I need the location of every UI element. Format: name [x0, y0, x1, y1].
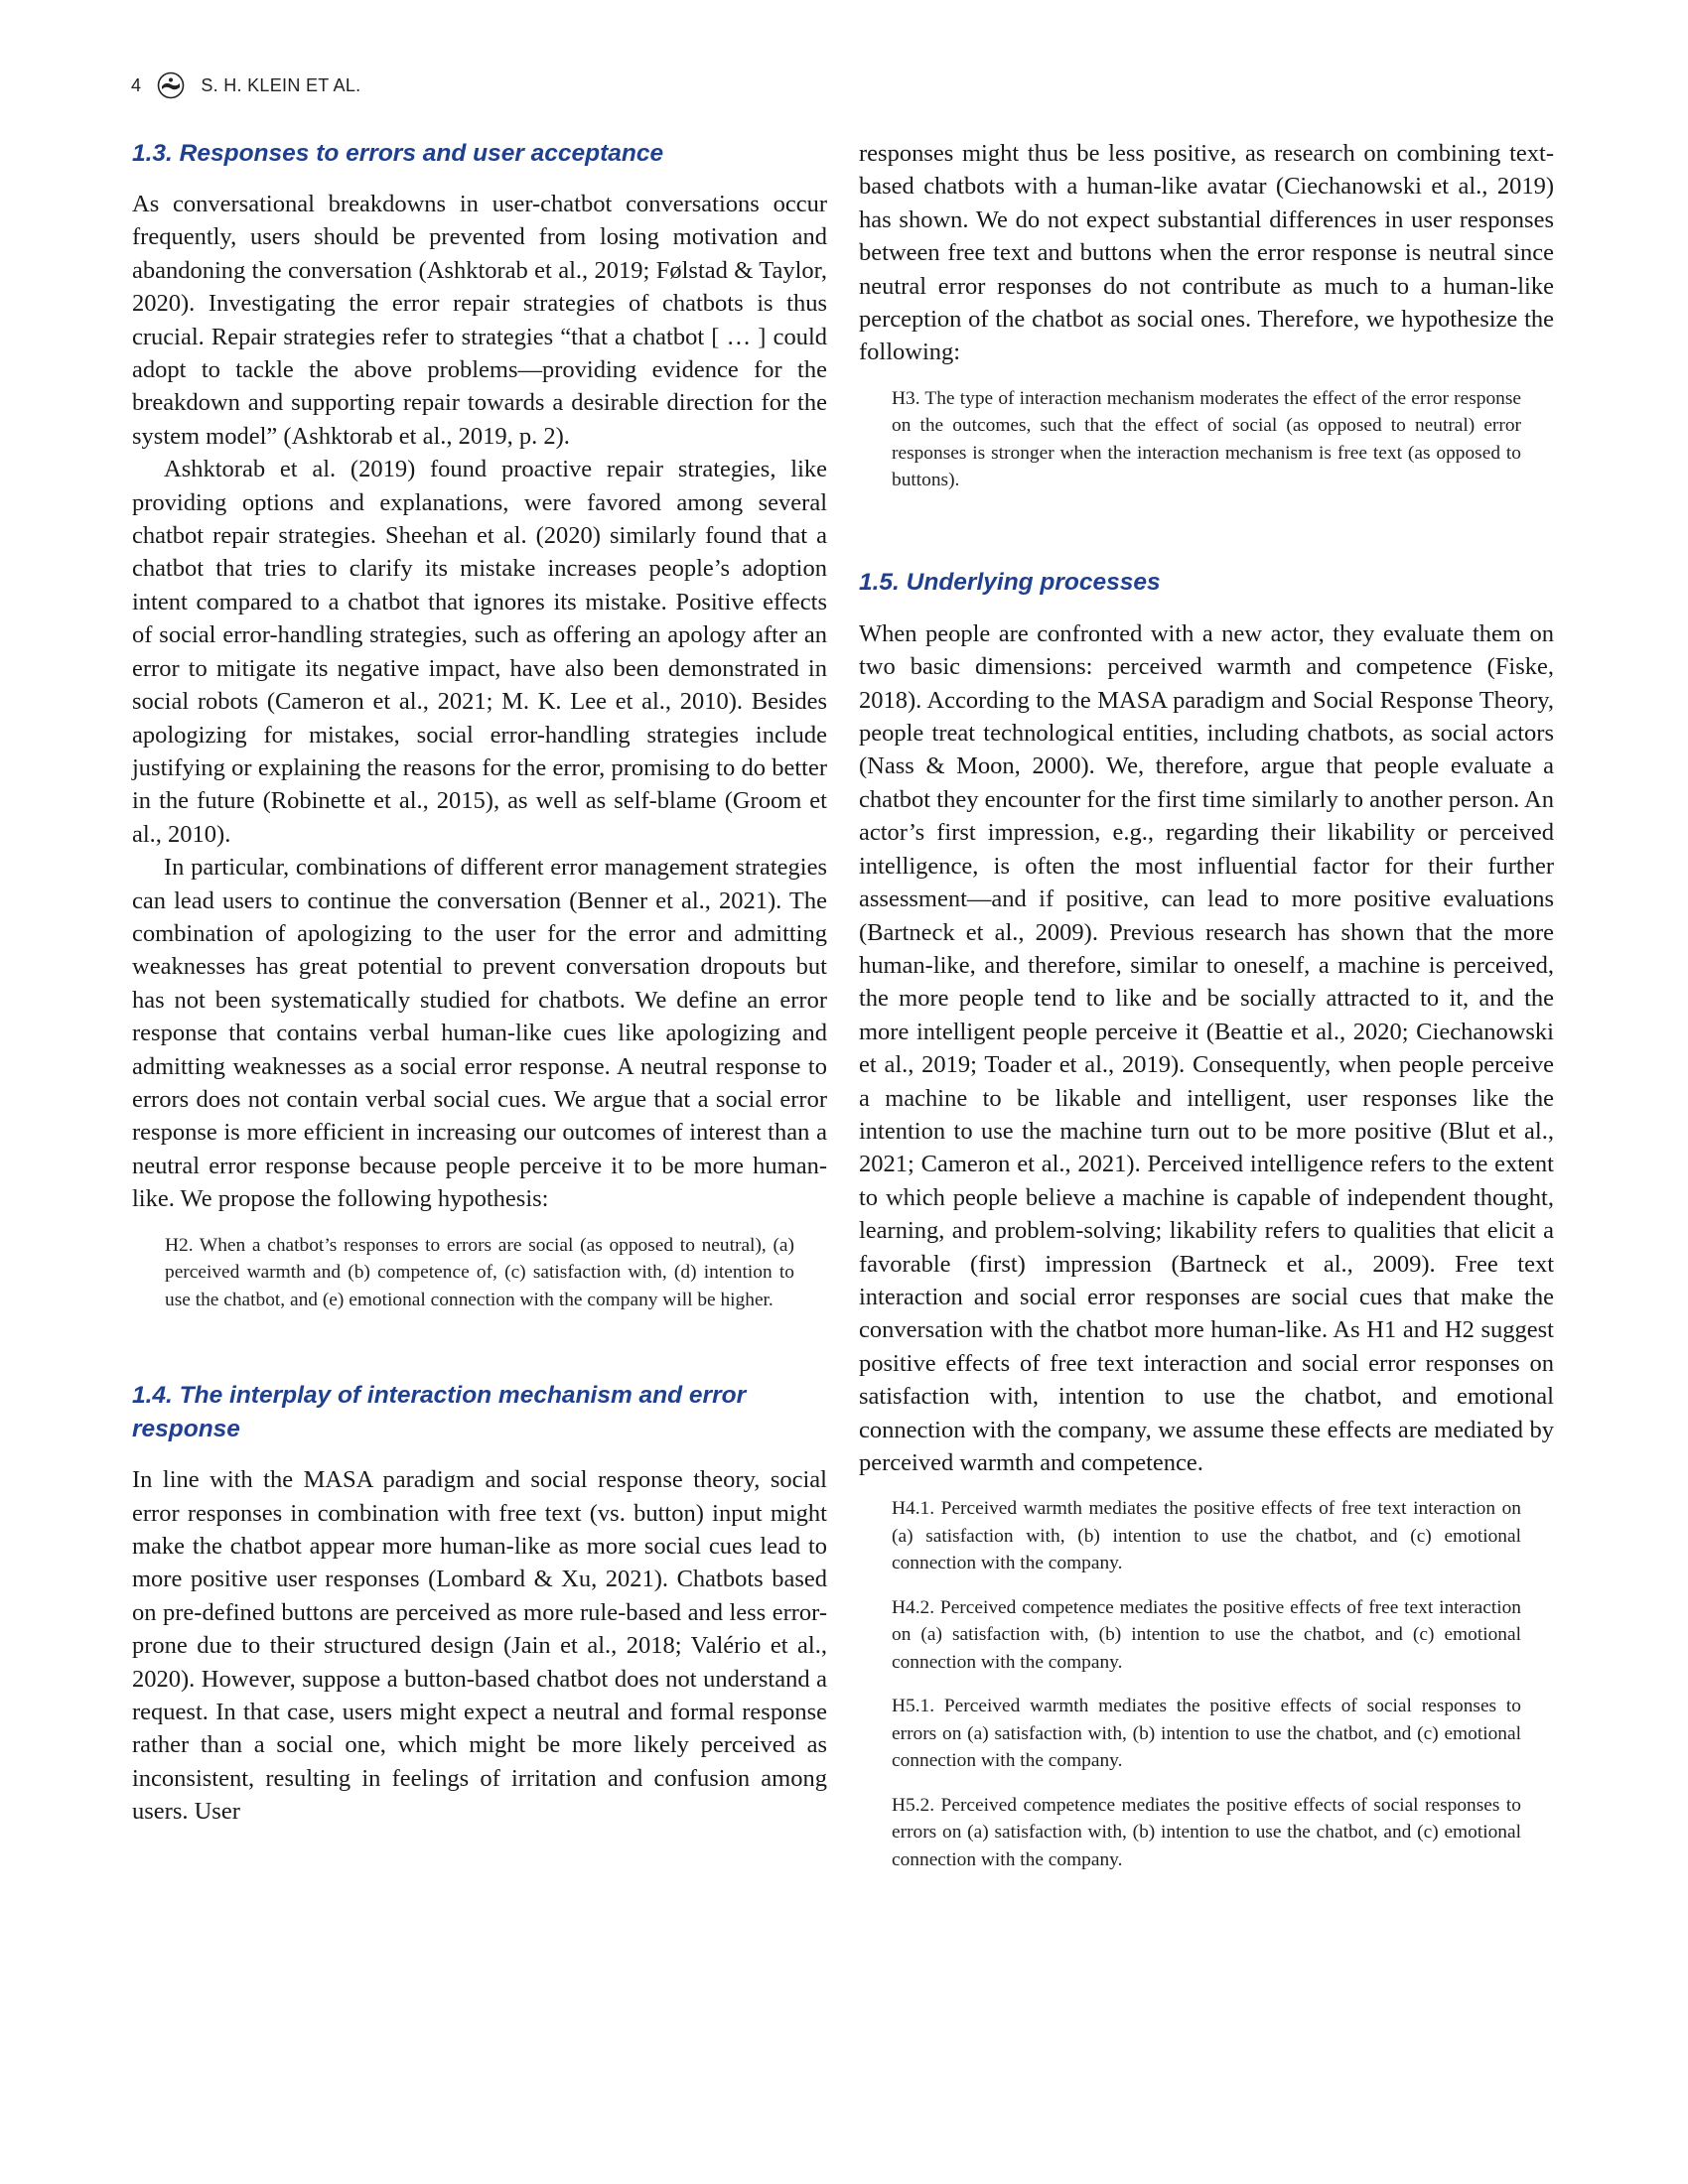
section-heading-1-4: 1.4. The interplay of interaction mechanism and error response	[132, 1382, 747, 1443]
section-heading-1-5: 1.5. Underlying processes	[859, 568, 1161, 596]
paragraph-1-3-c: In particular, combinations of different error management strategies can lead users to continue the conversation (Benner et al., 2021). The combination of apologizing to the user for the error and admitting weaknesses has great potential to prevent conversation dropouts but has not been systematically studied for chatbots. We define an error response that contains verbal human-like cues like apologizing and admitting weaknesses as a social error response. A neutral response to errors does not contain verbal social cues. We argue that a social error response is more efficient in increasing our outcomes of interest than a neutral error response because people perceive it to be more human-like. We propose the following hypothesis:	[132, 854, 827, 1213]
running-head	[131, 69, 360, 101]
paragraph-1-4-a: In line with the MASA paradigm and social response theory, social error responses in combination with free text (vs. button) input might make the chatbot appear more human-like as more social cues lead to more positive user responses (Lombard & Xu, 2021). Chatbots based on pre-defined buttons are perceived as more rule-based and less error-prone due to their structured design (Jain et al., 2018; Valério et al., 2020). However, suppose a button-based chatbot does not understand a request. In that case, users might expect a neutral and formal response rather than a social one, which might be more likely perceived as inconsistent, resulting in feelings of irritation and confusion among users. User	[132, 1466, 827, 1826]
right-column	[859, 137, 1554, 1873]
hypothesis-h4-1: H4.1. Perceived warmth mediates the positive effects of free text interaction on (a) satisfaction with, (b) intention to use the chatbot, and (c) emotional connection with the company.	[892, 1498, 1521, 1574]
hypothesis-h5-1: H5.1. Perceived warmth mediates the positive effects of social responses to errors on (a) satisfaction with, (b) intention to use the chatbot, and (c) emotional connection with the company.	[892, 1696, 1521, 1772]
hypothesis-h4-2: H4.2. Perceived competence mediates the positive effects of free text interaction on (a) satisfaction with, (b) intention to use the chatbot, and (c) emotional connection with the company.	[892, 1596, 1521, 1673]
paragraph-1-3-b: Ashktorab et al. (2019) found proactive repair strategies, like providing options and explanations, were favored among several chatbot repair strategies. Sheehan et al. (2020) similarly found that a chatbot that tries to clarify its mistake increases people’s adoption intent compared to a chatbot that ignores its mistake. Positive effects of social error-handling strategies, such as offering an apology after an error to mitigate its negative impact, have also been demonstrated in social robots (Cameron et al., 2021; M. K. Lee et al., 2010). Besides apologizing for mistakes, social error-handling strategies include justifying or explaining the reasons for the error, promising to do better in the future (Robinette et al., 2015), as well as self-blame (Groom et al., 2010).	[132, 456, 827, 848]
left-column	[132, 137, 827, 1829]
page-number: 4	[131, 74, 142, 95]
hypothesis-h3: H3. The type of interaction mechanism moderates the effect of the error response on the outcomes, such that the effect of social (as opposed to neutral) error responses is stronger when the interaction mechanism is free text (as opposed to buttons).	[892, 387, 1521, 491]
publisher-logo-icon	[157, 71, 185, 99]
hypothesis-h2: H2. When a chatbot’s responses to errors are social (as opposed to neutral), (a) perceived warmth and (b) competence of, (c) satisfaction with, (d) intention to use the chatbot, and (e) emotional connection with the company will be higher.	[165, 1234, 794, 1310]
paragraph-continued: responses might thus be less positive, as research on combining text-based chatbots with a human-like avatar (Ciechanowski et al., 2019) has shown. We do not expect substantial differences in user responses between free text and buttons when the error response is neutral since neutral error responses do not contribute as much to a human-like perception of the chatbot as social ones. Therefore, we hypothesize the following:	[859, 140, 1554, 366]
section-heading-1-3: 1.3. Responses to errors and user acceptance	[132, 140, 664, 167]
running-head-authors: S. H. KLEIN ET AL.	[201, 74, 361, 95]
hypothesis-h5-2: H5.2. Perceived competence mediates the positive effects of social responses to errors on (a) satisfaction with, (b) intention to use the chatbot, and (c) emotional connection with the company.	[892, 1794, 1521, 1870]
paragraph-1-3-a: As conversational breakdowns in user-chatbot conversations occur frequently, users should be prevented from losing motivation and abandoning the conversation (Ashktorab et al., 2019; Følstad & Taylor, 2020). Investigating the error repair strategies of chatbots is thus crucial. Repair strategies refer to strategies “that a chatbot [ … ] could adopt to tackle the above problems—providing evidence for the breakdown and supporting repair towards a desirable direction for the system model” (Ashktorab et al., 2019, p. 2).	[132, 191, 827, 450]
paragraph-1-5-a: When people are confronted with a new actor, they evaluate them on two basic dimensions: perceived warmth and competence (Fiske, 2018). According to the MASA paradigm and Social Response Theory, people treat technological entities, including chatbots, as social actors (Nass & Moon, 2000). We, therefore, argue that people evaluate a chatbot they encounter for the first time similarly to another person. An actor’s first impression, e.g., regarding their likability or perceived intelligence, is often the most influential factor for their further assessment—and if positive, can lead to more positive evaluations (Bartneck et al., 2009). Previous research has shown that the more human-like, and therefore, similar to oneself, a machine is perceived, the more people tend to like and be socially attracted to it, and the more intelligent people perceive it (Beattie et al., 2020; Ciechanowski et al., 2019; Toader et al., 2019). Consequently, when people perceive a machine to be likable and intelligent, user responses like the intention to use the machine turn out to be more positive (Blut et al., 2021; Cameron et al., 2021). Perceived intelligence refers to the extent to which people believe a machine is capable of independent thought, learning, and problem-solving; likability refers to qualities that elicit a favorable (first) impression (Bartneck et al., 2009). Free text interaction and social error responses are social cues that make the conversation with the chatbot more human-like. As H1 and H2 suggest positive effects of free text interaction and social error responses on satisfaction with, intention to use the chatbot, and emotional connection with the company, we assume these effects are mediated by perceived warmth and competence.	[859, 619, 1554, 1476]
